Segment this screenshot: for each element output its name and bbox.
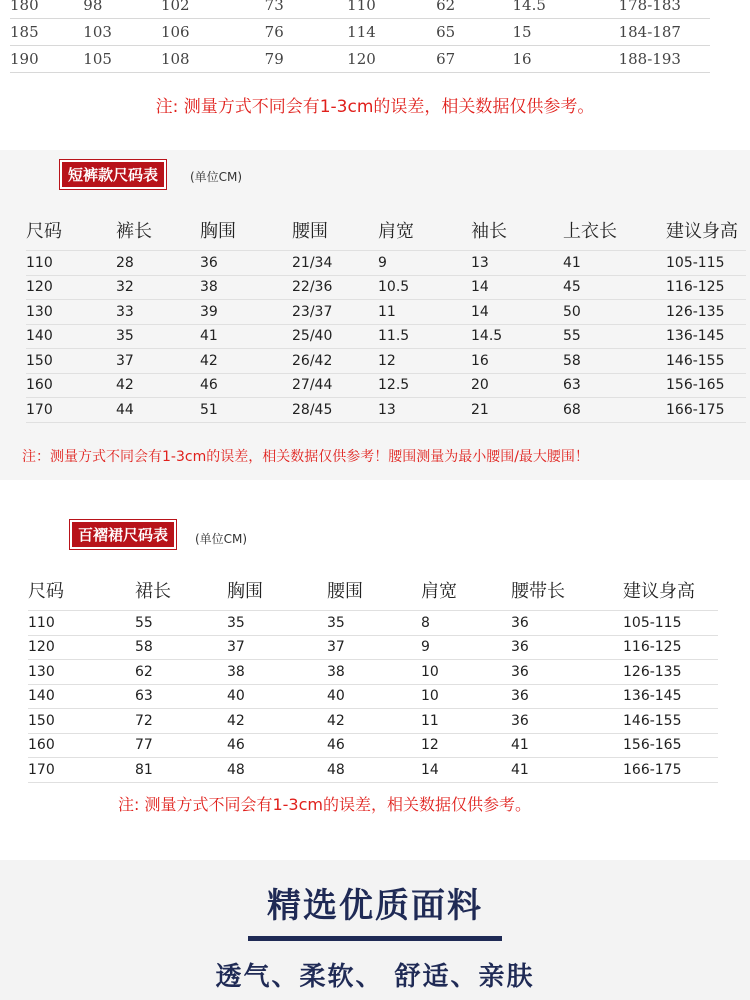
table-cell: 9: [378, 251, 471, 276]
table-cell: 146-155: [623, 709, 718, 734]
table-cell: 140: [26, 324, 116, 349]
column-header: 腰带长: [511, 581, 565, 602]
fabric-subtitle: 透气、柔软、 舒适、亲肤: [215, 962, 535, 992]
table-cell: 40: [327, 684, 421, 709]
table-cell: 76: [265, 19, 347, 46]
table-cell: 63: [563, 373, 666, 398]
table-cell: 120: [28, 635, 135, 660]
table-cell: 184-187: [619, 19, 710, 46]
table-cell: 42: [116, 373, 200, 398]
table-cell: 9: [421, 635, 511, 660]
table-cell: 156-165: [666, 373, 746, 398]
column-header: 肩宽: [421, 581, 457, 602]
skirt-size-section: [0, 480, 750, 860]
table-cell: 46: [327, 733, 421, 758]
table-cell: 150: [28, 709, 135, 734]
table-cell: 160: [26, 373, 116, 398]
table-cell: 10: [421, 660, 511, 685]
skirt-size-table: [28, 570, 718, 783]
table-cell: 41: [511, 758, 623, 783]
table-cell: 130: [26, 300, 116, 325]
table-cell: 37: [227, 635, 327, 660]
table-cell: 110: [28, 611, 135, 636]
table-row: [28, 660, 718, 685]
table-cell: 126-135: [666, 300, 746, 325]
table-cell: 37: [116, 349, 200, 374]
table-cell: 180: [10, 0, 83, 19]
table-cell: 110: [347, 0, 436, 19]
column-header: 腰围: [292, 221, 328, 242]
table-cell: 14: [471, 300, 563, 325]
column-header: 裤长: [116, 221, 152, 242]
table-cell: 36: [511, 684, 623, 709]
table-cell: 20: [471, 373, 563, 398]
table-cell: 102: [161, 0, 265, 19]
table-cell: 41: [200, 324, 292, 349]
table-row: [26, 349, 746, 374]
table-cell: 36: [200, 251, 292, 276]
skirt-table-note: 注: 测量方式不同会有1-3cm的误差，相关数据仅供参考。: [118, 795, 531, 814]
table-cell: 77: [135, 733, 227, 758]
table-row: [26, 324, 746, 349]
table-cell: 103: [83, 19, 161, 46]
table-cell: 38: [200, 275, 292, 300]
table-cell: 170: [28, 758, 135, 783]
table-cell: 105-115: [666, 251, 746, 276]
table-cell: 108: [161, 46, 265, 73]
table-cell: 41: [511, 733, 623, 758]
shorts-size-chart-tag: 短裤款尺码表: [60, 160, 166, 189]
table-cell: 136-145: [666, 324, 746, 349]
table-cell: 65: [436, 19, 512, 46]
table-cell: 16: [471, 349, 563, 374]
table-row: [26, 275, 746, 300]
table-cell: 120: [347, 46, 436, 73]
table-cell: 15: [513, 19, 619, 46]
table-row: [28, 611, 718, 636]
table-cell: 36: [511, 660, 623, 685]
table-cell: 12.5: [378, 373, 471, 398]
table-cell: 42: [200, 349, 292, 374]
table-cell: 81: [135, 758, 227, 783]
table-row: [28, 709, 718, 734]
table-row: [28, 733, 718, 758]
table-cell: 21/34: [292, 251, 378, 276]
shorts-unit-label: (单位CM): [190, 170, 243, 184]
table-cell: 38: [327, 660, 421, 685]
table-cell: 27/44: [292, 373, 378, 398]
table-cell: 28/45: [292, 398, 378, 423]
table-cell: 62: [135, 660, 227, 685]
table-cell: 23/37: [292, 300, 378, 325]
table-cell: 16: [513, 46, 619, 73]
column-header: 胸围: [227, 581, 263, 602]
top-size-table-section: [0, 0, 750, 150]
table-cell: 120: [26, 275, 116, 300]
table-cell: 39: [200, 300, 292, 325]
table-cell: 12: [421, 733, 511, 758]
column-header: 裙长: [135, 581, 171, 602]
table-row: [28, 684, 718, 709]
table-cell: 156-165: [623, 733, 718, 758]
column-header: 尺码: [26, 221, 62, 242]
table-cell: 35: [116, 324, 200, 349]
table-cell: 42: [227, 709, 327, 734]
shorts-table-note: 注：测量方式不同会有1-3cm的误差，相关数据仅供参考！腰围测量为最小腰围/最大腰围！: [22, 449, 589, 465]
table-cell: 32: [116, 275, 200, 300]
table-cell: 58: [563, 349, 666, 374]
table-row: [26, 251, 746, 276]
table-cell: 46: [200, 373, 292, 398]
table-cell: 14: [421, 758, 511, 783]
table-cell: 110: [26, 251, 116, 276]
column-header: 袖长: [471, 221, 507, 242]
table-cell: 73: [265, 0, 347, 19]
table-cell: 166-175: [623, 758, 718, 783]
table-cell: 13: [471, 251, 563, 276]
table-cell: 170: [26, 398, 116, 423]
table-cell: 41: [563, 251, 666, 276]
table-cell: 55: [563, 324, 666, 349]
table-cell: 105-115: [623, 611, 718, 636]
skirt-unit-label: (单位CM): [195, 532, 248, 546]
table-cell: 116-125: [623, 635, 718, 660]
table-cell: 136-145: [623, 684, 718, 709]
table-cell: 55: [135, 611, 227, 636]
column-header: 腰围: [327, 581, 363, 602]
table-cell: 35: [227, 611, 327, 636]
table-cell: 140: [28, 684, 135, 709]
table-cell: 45: [563, 275, 666, 300]
table-cell: 35: [327, 611, 421, 636]
shorts-size-section: [0, 150, 750, 480]
table-cell: 188-193: [619, 46, 710, 73]
fabric-section: [0, 860, 750, 1000]
table-cell: 48: [227, 758, 327, 783]
column-header: 建议身高: [623, 581, 695, 602]
table-cell: 48: [327, 758, 421, 783]
table-row: [28, 635, 718, 660]
shorts-size-table: [26, 210, 746, 423]
table-row: [10, 0, 710, 19]
table-row: [10, 46, 710, 73]
table-cell: 44: [116, 398, 200, 423]
table-cell: 160: [28, 733, 135, 758]
table-cell: 50: [563, 300, 666, 325]
table-row: [26, 398, 746, 423]
table-cell: 14.5: [513, 0, 619, 19]
column-header: 建议身高: [666, 221, 738, 242]
top-size-table: [10, 0, 710, 73]
skirt-size-chart-tag: 百褶裙尺码表: [70, 520, 176, 549]
table-cell: 21: [471, 398, 563, 423]
table-cell: 146-155: [666, 349, 746, 374]
table-cell: 178-183: [619, 0, 710, 19]
table-cell: 68: [563, 398, 666, 423]
table-cell: 42: [327, 709, 421, 734]
table-cell: 36: [511, 635, 623, 660]
table-row: [10, 19, 710, 46]
table-cell: 10: [421, 684, 511, 709]
table-cell: 72: [135, 709, 227, 734]
table-cell: 36: [511, 709, 623, 734]
table-cell: 22/36: [292, 275, 378, 300]
table-cell: 62: [436, 0, 512, 19]
table-row: [26, 300, 746, 325]
table-cell: 116-125: [666, 275, 746, 300]
table-cell: 40: [227, 684, 327, 709]
table-cell: 105: [83, 46, 161, 73]
table-cell: 185: [10, 19, 83, 46]
table-cell: 130: [28, 660, 135, 685]
table-cell: 98: [83, 0, 161, 19]
table-cell: 58: [135, 635, 227, 660]
table-cell: 126-135: [623, 660, 718, 685]
table-cell: 10.5: [378, 275, 471, 300]
column-header: 胸围: [200, 221, 236, 242]
column-header: 上衣长: [563, 221, 617, 242]
table-cell: 190: [10, 46, 83, 73]
table-cell: 38: [227, 660, 327, 685]
table-cell: 51: [200, 398, 292, 423]
table-cell: 14.5: [471, 324, 563, 349]
table-cell: 11: [378, 300, 471, 325]
table-row: [26, 373, 746, 398]
table-cell: 63: [135, 684, 227, 709]
table-cell: 150: [26, 349, 116, 374]
table-cell: 36: [511, 611, 623, 636]
table-cell: 11.5: [378, 324, 471, 349]
table-cell: 8: [421, 611, 511, 636]
table-cell: 26/42: [292, 349, 378, 374]
table-cell: 166-175: [666, 398, 746, 423]
table-cell: 25/40: [292, 324, 378, 349]
table-cell: 37: [327, 635, 421, 660]
table-cell: 13: [378, 398, 471, 423]
column-header: 尺码: [28, 581, 64, 602]
table-cell: 14: [471, 275, 563, 300]
title-underline: [248, 936, 502, 941]
table-cell: 106: [161, 19, 265, 46]
table-cell: 28: [116, 251, 200, 276]
table-row: [28, 758, 718, 783]
column-header: 肩宽: [378, 221, 414, 242]
table-cell: 11: [421, 709, 511, 734]
table-cell: 33: [116, 300, 200, 325]
top-table-note: 注: 测量方式不同会有1-3cm的误差，相关数据仅供参考。: [155, 97, 595, 117]
table-cell: 12: [378, 349, 471, 374]
table-cell: 67: [436, 46, 512, 73]
table-cell: 114: [347, 19, 436, 46]
fabric-title: 精选优质面料: [267, 886, 483, 926]
table-cell: 46: [227, 733, 327, 758]
table-cell: 79: [265, 46, 347, 73]
